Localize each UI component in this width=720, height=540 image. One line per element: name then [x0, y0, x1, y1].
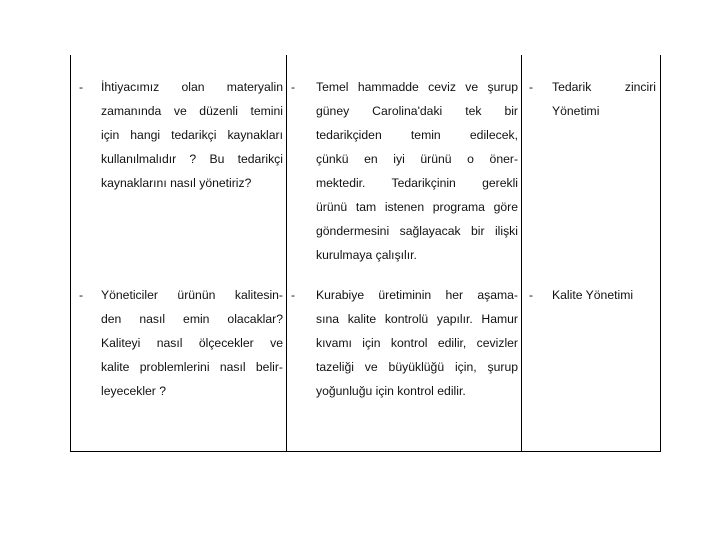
- question-line: zamanında ve düzenli temini: [101, 104, 283, 118]
- answer-line: göndermesini sağlayacak bir ilişki: [316, 224, 518, 238]
- management-area-line: Kalite Yönetimi: [552, 288, 634, 302]
- question-line: leyecekler ?: [101, 384, 167, 398]
- row-bullet: -: [79, 288, 84, 302]
- row-bullet: -: [79, 80, 84, 94]
- question-line: için hangi tedarikçi kaynakları: [101, 128, 283, 142]
- question-line: kaynaklarını nasıl yönetiriz?: [101, 176, 252, 190]
- answer-line: sına kalite kontrolü yapılır. Hamur: [316, 312, 518, 326]
- question-line: Yöneticiler ürünün kalitesin-: [101, 288, 283, 302]
- answer-line: Kurabiye üretiminin her aşama-: [316, 288, 518, 302]
- answer-line: çünkü en iyi ürünü o öner-: [316, 152, 518, 166]
- answer-line: yoğunluğu için kontrol edilir.: [316, 384, 466, 398]
- answer-line: güney Carolina'daki tek bir: [316, 104, 518, 118]
- column-divider: [286, 55, 287, 451]
- answer-line: kurulmaya çalışılır.: [316, 248, 417, 262]
- content-table: [70, 55, 661, 452]
- management-area-cell: [552, 283, 656, 307]
- row-bullet: -: [291, 80, 296, 94]
- row-bullet: -: [529, 80, 534, 94]
- management-area-line: Yönetimi: [552, 104, 600, 118]
- answer-line: Temel hammadde ceviz ve şurup: [316, 80, 518, 94]
- question-line: kullanılmalıdır ? Bu tedarikçi: [101, 152, 283, 166]
- question-line: kalite problemlerini nasıl belir-: [101, 360, 283, 374]
- row-bullet: -: [291, 288, 296, 302]
- answer-cell: [316, 75, 518, 267]
- answer-line: ürünü tam istenen programa göre: [316, 200, 518, 214]
- answer-line: kıvamı için kontrol edilir, cevizler: [316, 336, 518, 350]
- answer-line: mektedir. Tedarikçinin gerekli: [316, 176, 518, 190]
- question-cell: [101, 75, 283, 195]
- management-area-cell: [552, 75, 656, 123]
- question-line: den nasıl emin olacaklar?: [101, 312, 283, 326]
- column-divider: [521, 55, 522, 451]
- management-area-line: Tedarik zinciri: [552, 80, 656, 94]
- answer-line: tedarikçiden temin edilecek,: [316, 128, 518, 142]
- question-cell: [101, 283, 283, 403]
- row-bullet: -: [529, 288, 534, 302]
- question-line: Kaliteyi nasıl ölçecekler ve: [101, 336, 283, 350]
- question-line: İhtiyacımız olan materyalin: [101, 80, 283, 94]
- answer-cell: [316, 283, 518, 403]
- answer-line: tazeliği ve büyüklüğü için, şurup: [316, 360, 518, 374]
